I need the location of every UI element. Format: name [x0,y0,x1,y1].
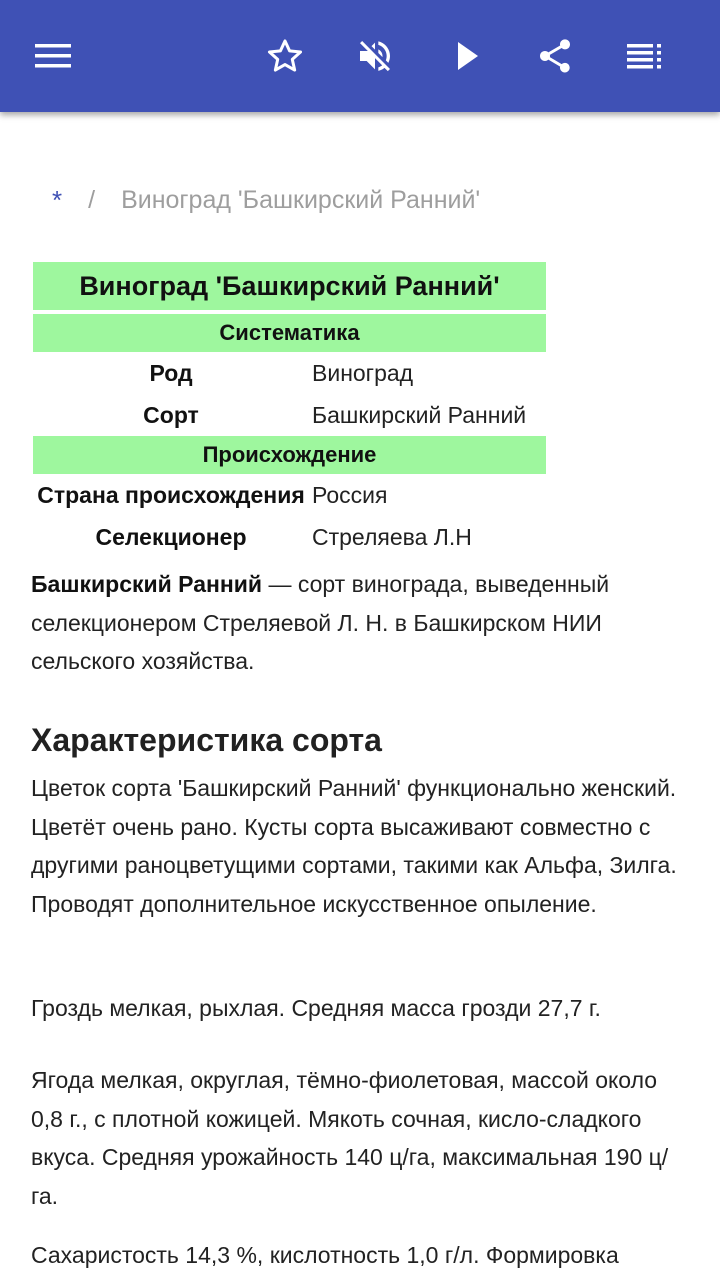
breadcrumb-current: Виноград 'Башкирский Ранний' [121,185,481,214]
infobox-key: Сорт [143,401,199,428]
hamburger-menu-icon [35,41,71,71]
list-icon [627,42,663,70]
infobox-value: Башкирский Ранний [312,401,527,428]
infobox-key: Селекционер [95,523,247,550]
infobox-row [33,516,546,558]
paragraph: Сахаристость 14,3 %, кислотность 1,0 г/л. Формировка [31,1242,619,1268]
share-button[interactable] [527,28,583,84]
intro-paragraph [31,565,691,681]
breadcrumb-separator: / [88,185,96,214]
intro-term: Башкирский Ранний [31,571,263,597]
mute-button[interactable] [347,28,403,84]
paragraph: Ягода мелкая, округлая, тёмно-фиолетовая, массой около 0,8 г., с плотной кожицей. Мякоть сочная, кисло-сладкого вкуса. Средняя урожайность 140 ц/га, максимальная 190 ц/га. [31,1067,669,1209]
breadcrumb [52,184,480,216]
contents-button[interactable] [617,28,673,84]
intro-text: — сорт винограда, выведенный селекционером Стреляевой Л. Н. в Башкирском НИИ сельского хозяйства. [31,571,610,674]
star-outline-icon [266,37,304,75]
volume-off-icon [355,36,395,76]
menu-button[interactable] [25,28,81,84]
infobox-value: Стреляева Л.Н [312,523,472,550]
app-bar [0,0,720,112]
section-heading: Характеристика сорта [31,722,382,758]
paragraph: Цветок сорта 'Башкирский Ранний' функционально женский. Цветёт очень рано. Кусты сорта высаживают совместно с другими раноцветущими сортами, такими как Альфа, Зилга. Проводят дополнительное искусственное опыление. [31,775,677,917]
infobox-row [33,474,546,516]
infobox-value: Виноград [312,359,414,386]
infobox-title: Виноград 'Башкирский Ранний' [33,262,546,310]
share-icon [535,36,575,76]
infobox-row [33,394,546,436]
infobox-section-taxonomy: Систематика [33,314,546,352]
infobox-key: Страна происхождения [37,481,305,508]
infobox [33,262,546,558]
infobox-row [33,352,546,394]
infobox-section-origin: Происхождение [33,436,546,474]
breadcrumb-home-link[interactable]: * [52,184,63,215]
infobox-value: Россия [312,481,388,508]
play-button[interactable] [439,28,495,84]
play-icon [452,40,482,72]
infobox-key: Род [149,359,193,386]
paragraph: Гроздь мелкая, рыхлая. Средняя масса грозди 27,7 г. [31,995,601,1021]
favorite-button[interactable] [257,28,313,84]
